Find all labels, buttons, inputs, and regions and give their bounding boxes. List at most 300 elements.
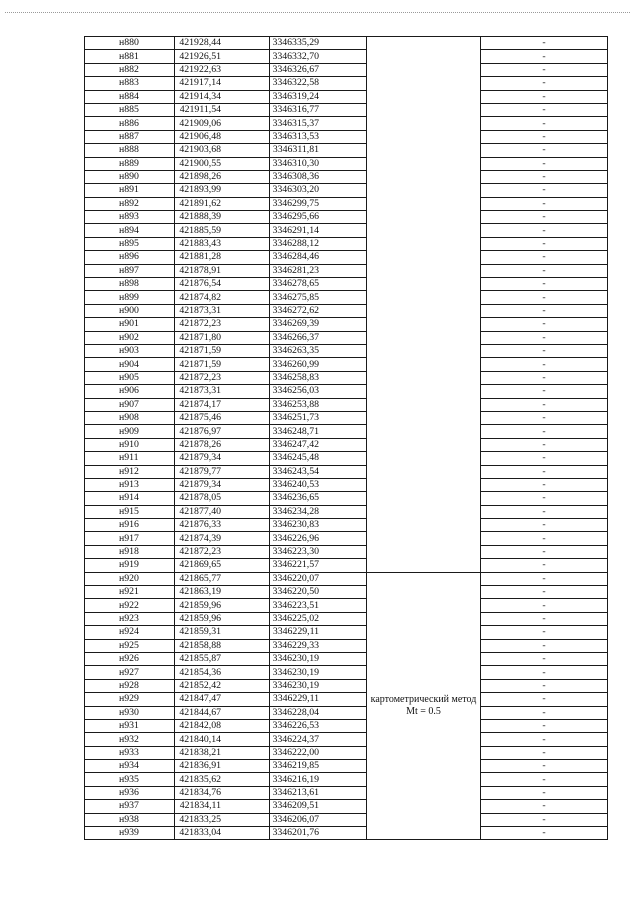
point-name-cell: н891	[85, 184, 175, 197]
description-cell: -	[481, 117, 608, 130]
description-cell: -	[481, 170, 608, 183]
description-cell: -	[481, 184, 608, 197]
table-row	[85, 492, 608, 505]
y-coordinate-cell: 3346284,46	[270, 251, 367, 264]
table-row	[85, 679, 608, 692]
description-cell: -	[481, 37, 608, 50]
x-coordinate-cell: 421863,19	[175, 586, 270, 599]
table-row	[85, 304, 608, 317]
y-coordinate-cell: 3346229,11	[270, 693, 367, 706]
table-row	[85, 318, 608, 331]
y-coordinate-cell: 3346225,02	[270, 612, 367, 625]
y-coordinate-cell: 3346313,53	[270, 130, 367, 143]
x-coordinate-cell: 421883,43	[175, 237, 270, 250]
point-name-cell: н906	[85, 385, 175, 398]
table-row	[85, 505, 608, 518]
y-coordinate-cell: 3346316,77	[270, 103, 367, 116]
point-name-cell: н930	[85, 706, 175, 719]
y-coordinate-cell: 3346230,19	[270, 666, 367, 679]
coordinates-table	[84, 36, 608, 840]
y-coordinate-cell: 3346229,11	[270, 626, 367, 639]
table-row	[85, 278, 608, 291]
table-row	[85, 612, 608, 625]
description-cell: -	[481, 666, 608, 679]
description-cell: -	[481, 237, 608, 250]
x-coordinate-cell: 421917,14	[175, 77, 270, 90]
point-name-cell: н889	[85, 157, 175, 170]
point-name-cell: н929	[85, 693, 175, 706]
table-row	[85, 331, 608, 344]
x-coordinate-cell: 421888,39	[175, 211, 270, 224]
description-cell: -	[481, 693, 608, 706]
y-coordinate-cell: 3346332,70	[270, 50, 367, 63]
y-coordinate-cell: 3346308,36	[270, 170, 367, 183]
y-coordinate-cell: 3346260,99	[270, 358, 367, 371]
x-coordinate-cell: 421871,80	[175, 331, 270, 344]
x-coordinate-cell: 421876,97	[175, 425, 270, 438]
point-name-cell: н916	[85, 519, 175, 532]
x-coordinate-cell: 421840,14	[175, 733, 270, 746]
table-row	[85, 639, 608, 652]
point-name-cell: н907	[85, 398, 175, 411]
description-cell: -	[481, 719, 608, 732]
table-row	[85, 478, 608, 491]
x-coordinate-cell: 421926,51	[175, 50, 270, 63]
y-coordinate-cell: 3346315,37	[270, 117, 367, 130]
table-row	[85, 733, 608, 746]
description-cell: -	[481, 264, 608, 277]
point-name-cell: н918	[85, 545, 175, 558]
x-coordinate-cell: 421881,28	[175, 251, 270, 264]
description-cell: -	[481, 385, 608, 398]
point-name-cell: н886	[85, 117, 175, 130]
table-row	[85, 652, 608, 665]
table-row	[85, 197, 608, 210]
table-row	[85, 813, 608, 826]
point-name-cell: н898	[85, 278, 175, 291]
table-row	[85, 666, 608, 679]
point-name-cell: н897	[85, 264, 175, 277]
x-coordinate-cell: 421874,17	[175, 398, 270, 411]
description-cell: -	[481, 800, 608, 813]
description-cell: -	[481, 197, 608, 210]
description-cell: -	[481, 344, 608, 357]
y-coordinate-cell: 3346230,19	[270, 652, 367, 665]
point-name-cell: н938	[85, 813, 175, 826]
method-cell-empty	[367, 37, 481, 573]
table-row	[85, 452, 608, 465]
point-name-cell: н926	[85, 652, 175, 665]
y-coordinate-cell: 3346230,83	[270, 519, 367, 532]
x-coordinate-cell: 421854,36	[175, 666, 270, 679]
table-row	[85, 800, 608, 813]
scan-header-line	[5, 8, 630, 13]
x-coordinate-cell: 421878,05	[175, 492, 270, 505]
point-name-cell: н932	[85, 733, 175, 746]
table-row	[85, 90, 608, 103]
table-row	[85, 438, 608, 451]
y-coordinate-cell: 3346206,07	[270, 813, 367, 826]
x-coordinate-cell: 421874,82	[175, 291, 270, 304]
point-name-cell: н939	[85, 827, 175, 840]
x-coordinate-cell: 421859,31	[175, 626, 270, 639]
y-coordinate-cell: 3346322,58	[270, 77, 367, 90]
table-row	[85, 77, 608, 90]
table-row	[85, 37, 608, 50]
table-row	[85, 358, 608, 371]
table-row	[85, 237, 608, 250]
x-coordinate-cell: 421859,96	[175, 599, 270, 612]
point-name-cell: н899	[85, 291, 175, 304]
table-row	[85, 760, 608, 773]
point-name-cell: н887	[85, 130, 175, 143]
table-row	[85, 532, 608, 545]
x-coordinate-cell: 421893,99	[175, 184, 270, 197]
point-name-cell: н884	[85, 90, 175, 103]
table-row	[85, 425, 608, 438]
point-name-cell: н927	[85, 666, 175, 679]
table-row	[85, 411, 608, 424]
point-name-cell: н928	[85, 679, 175, 692]
description-cell: -	[481, 251, 608, 264]
description-cell: -	[481, 144, 608, 157]
y-coordinate-cell: 3346281,23	[270, 264, 367, 277]
y-coordinate-cell: 3346295,66	[270, 211, 367, 224]
method-cell: картометрический метод Mt = 0.5	[367, 572, 481, 840]
x-coordinate-cell: 421898,26	[175, 170, 270, 183]
description-cell: -	[481, 773, 608, 786]
point-name-cell: н885	[85, 103, 175, 116]
x-coordinate-cell: 421900,55	[175, 157, 270, 170]
table-row	[85, 586, 608, 599]
description-cell: -	[481, 652, 608, 665]
y-coordinate-cell: 3346251,73	[270, 411, 367, 424]
x-coordinate-cell: 421874,39	[175, 532, 270, 545]
table-row	[85, 786, 608, 799]
description-cell: -	[481, 90, 608, 103]
point-name-cell: н937	[85, 800, 175, 813]
y-coordinate-cell: 3346291,14	[270, 224, 367, 237]
point-name-cell: н911	[85, 452, 175, 465]
y-coordinate-cell: 3346213,61	[270, 786, 367, 799]
y-coordinate-cell: 3346234,28	[270, 505, 367, 518]
x-coordinate-cell: 421869,65	[175, 559, 270, 572]
table-row	[85, 344, 608, 357]
description-cell: -	[481, 746, 608, 759]
description-cell: -	[481, 599, 608, 612]
table-row	[85, 385, 608, 398]
y-coordinate-cell: 3346258,83	[270, 371, 367, 384]
description-cell: -	[481, 411, 608, 424]
description-cell: -	[481, 211, 608, 224]
y-coordinate-cell: 3346278,65	[270, 278, 367, 291]
description-cell: -	[481, 371, 608, 384]
point-name-cell: н883	[85, 77, 175, 90]
x-coordinate-cell: 421834,11	[175, 800, 270, 813]
point-name-cell: н896	[85, 251, 175, 264]
y-coordinate-cell: 3346310,30	[270, 157, 367, 170]
table-row	[85, 184, 608, 197]
description-cell: -	[481, 679, 608, 692]
table-row	[85, 291, 608, 304]
x-coordinate-cell: 421879,34	[175, 478, 270, 491]
point-name-cell: н935	[85, 773, 175, 786]
description-cell: -	[481, 425, 608, 438]
x-coordinate-cell: 421873,31	[175, 385, 270, 398]
x-coordinate-cell: 421865,77	[175, 572, 270, 585]
point-name-cell: н895	[85, 237, 175, 250]
y-coordinate-cell: 3346226,96	[270, 532, 367, 545]
y-coordinate-cell: 3346299,75	[270, 197, 367, 210]
coordinates-table-body	[85, 37, 608, 840]
x-coordinate-cell: 421859,96	[175, 612, 270, 625]
table-row	[85, 103, 608, 116]
y-coordinate-cell: 3346303,20	[270, 184, 367, 197]
x-coordinate-cell: 421876,54	[175, 278, 270, 291]
table-row	[85, 224, 608, 237]
point-name-cell: н905	[85, 371, 175, 384]
description-cell: -	[481, 733, 608, 746]
description-cell: -	[481, 706, 608, 719]
x-coordinate-cell: 421871,59	[175, 344, 270, 357]
description-cell: -	[481, 438, 608, 451]
x-coordinate-cell: 421875,46	[175, 411, 270, 424]
table-row	[85, 519, 608, 532]
description-cell: -	[481, 813, 608, 826]
table-row	[85, 398, 608, 411]
description-cell: -	[481, 398, 608, 411]
x-coordinate-cell: 421876,33	[175, 519, 270, 532]
x-coordinate-cell: 421877,40	[175, 505, 270, 518]
point-name-cell: н919	[85, 559, 175, 572]
table-row	[85, 130, 608, 143]
x-coordinate-cell: 421922,63	[175, 63, 270, 76]
description-cell: -	[481, 586, 608, 599]
point-name-cell: н922	[85, 599, 175, 612]
point-name-cell: н881	[85, 50, 175, 63]
point-name-cell: н900	[85, 304, 175, 317]
point-name-cell: н923	[85, 612, 175, 625]
description-cell: -	[481, 50, 608, 63]
description-cell: -	[481, 786, 608, 799]
y-coordinate-cell: 3346272,62	[270, 304, 367, 317]
description-cell: -	[481, 612, 608, 625]
description-cell: -	[481, 626, 608, 639]
x-coordinate-cell: 421834,76	[175, 786, 270, 799]
description-cell: -	[481, 63, 608, 76]
y-coordinate-cell: 3346247,42	[270, 438, 367, 451]
table-row	[85, 50, 608, 63]
y-coordinate-cell: 3346266,37	[270, 331, 367, 344]
description-cell: -	[481, 465, 608, 478]
y-coordinate-cell: 3346209,51	[270, 800, 367, 813]
description-cell: -	[481, 505, 608, 518]
point-name-cell: н933	[85, 746, 175, 759]
x-coordinate-cell: 421885,59	[175, 224, 270, 237]
y-coordinate-cell: 3346256,03	[270, 385, 367, 398]
point-name-cell: н904	[85, 358, 175, 371]
table-row	[85, 170, 608, 183]
description-cell: -	[481, 318, 608, 331]
y-coordinate-cell: 3346229,33	[270, 639, 367, 652]
table-row	[85, 545, 608, 558]
table-row	[85, 706, 608, 719]
table-row	[85, 626, 608, 639]
point-name-cell: н908	[85, 411, 175, 424]
x-coordinate-cell: 421872,23	[175, 545, 270, 558]
description-cell: -	[481, 572, 608, 585]
point-name-cell: н924	[85, 626, 175, 639]
x-coordinate-cell: 421838,21	[175, 746, 270, 759]
point-name-cell: н914	[85, 492, 175, 505]
description-cell: -	[481, 559, 608, 572]
x-coordinate-cell: 421873,31	[175, 304, 270, 317]
y-coordinate-cell: 3346220,50	[270, 586, 367, 599]
table-row	[85, 827, 608, 840]
y-coordinate-cell: 3346335,29	[270, 37, 367, 50]
point-name-cell: н913	[85, 478, 175, 491]
x-coordinate-cell: 421858,88	[175, 639, 270, 652]
x-coordinate-cell: 421833,25	[175, 813, 270, 826]
description-cell: -	[481, 760, 608, 773]
y-coordinate-cell: 3346219,85	[270, 760, 367, 773]
description-cell: -	[481, 291, 608, 304]
table-row	[85, 63, 608, 76]
point-name-cell: н893	[85, 211, 175, 224]
x-coordinate-cell: 421847,47	[175, 693, 270, 706]
x-coordinate-cell: 421914,34	[175, 90, 270, 103]
description-cell: -	[481, 278, 608, 291]
x-coordinate-cell: 421911,54	[175, 103, 270, 116]
point-name-cell: н915	[85, 505, 175, 518]
y-coordinate-cell: 3346243,54	[270, 465, 367, 478]
x-coordinate-cell: 421836,91	[175, 760, 270, 773]
table-row	[85, 572, 608, 585]
table-row	[85, 157, 608, 170]
point-name-cell: н931	[85, 719, 175, 732]
table-row	[85, 251, 608, 264]
point-name-cell: н882	[85, 63, 175, 76]
description-cell: -	[481, 130, 608, 143]
description-cell: -	[481, 478, 608, 491]
description-cell: -	[481, 358, 608, 371]
y-coordinate-cell: 3346228,04	[270, 706, 367, 719]
x-coordinate-cell: 421855,87	[175, 652, 270, 665]
x-coordinate-cell: 421879,77	[175, 465, 270, 478]
table-row	[85, 599, 608, 612]
x-coordinate-cell: 421906,48	[175, 130, 270, 143]
x-coordinate-cell: 421878,26	[175, 438, 270, 451]
y-coordinate-cell: 3346275,85	[270, 291, 367, 304]
y-coordinate-cell: 3346222,00	[270, 746, 367, 759]
table-row	[85, 371, 608, 384]
y-coordinate-cell: 3346236,65	[270, 492, 367, 505]
x-coordinate-cell: 421871,59	[175, 358, 270, 371]
y-coordinate-cell: 3346221,57	[270, 559, 367, 572]
point-name-cell: н892	[85, 197, 175, 210]
table-row	[85, 465, 608, 478]
point-name-cell: н888	[85, 144, 175, 157]
x-coordinate-cell: 421891,62	[175, 197, 270, 210]
y-coordinate-cell: 3346226,53	[270, 719, 367, 732]
description-cell: -	[481, 224, 608, 237]
x-coordinate-cell: 421844,67	[175, 706, 270, 719]
table-row	[85, 117, 608, 130]
x-coordinate-cell: 421878,91	[175, 264, 270, 277]
y-coordinate-cell: 3346326,67	[270, 63, 367, 76]
table-row	[85, 144, 608, 157]
description-cell: -	[481, 827, 608, 840]
description-cell: -	[481, 304, 608, 317]
description-cell: -	[481, 452, 608, 465]
table-row	[85, 719, 608, 732]
point-name-cell: н890	[85, 170, 175, 183]
table-row	[85, 559, 608, 572]
point-name-cell: н910	[85, 438, 175, 451]
x-coordinate-cell: 421879,34	[175, 452, 270, 465]
point-name-cell: н920	[85, 572, 175, 585]
description-cell: -	[481, 157, 608, 170]
x-coordinate-cell: 421835,62	[175, 773, 270, 786]
y-coordinate-cell: 3346288,12	[270, 237, 367, 250]
y-coordinate-cell: 3346240,53	[270, 478, 367, 491]
description-cell: -	[481, 532, 608, 545]
point-name-cell: н903	[85, 344, 175, 357]
x-coordinate-cell: 421852,42	[175, 679, 270, 692]
point-name-cell: н936	[85, 786, 175, 799]
y-coordinate-cell: 3346248,71	[270, 425, 367, 438]
y-coordinate-cell: 3346224,37	[270, 733, 367, 746]
y-coordinate-cell: 3346223,51	[270, 599, 367, 612]
description-cell: -	[481, 331, 608, 344]
table-row	[85, 773, 608, 786]
x-coordinate-cell: 421909,06	[175, 117, 270, 130]
point-name-cell: н880	[85, 37, 175, 50]
description-cell: -	[481, 639, 608, 652]
x-coordinate-cell: 421833,04	[175, 827, 270, 840]
point-name-cell: н894	[85, 224, 175, 237]
point-name-cell: н917	[85, 532, 175, 545]
point-name-cell: н901	[85, 318, 175, 331]
table-row	[85, 693, 608, 706]
y-coordinate-cell: 3346201,76	[270, 827, 367, 840]
y-coordinate-cell: 3346245,48	[270, 452, 367, 465]
y-coordinate-cell: 3346269,39	[270, 318, 367, 331]
y-coordinate-cell: 3346216,19	[270, 773, 367, 786]
point-name-cell: н921	[85, 586, 175, 599]
x-coordinate-cell: 421903,68	[175, 144, 270, 157]
y-coordinate-cell: 3346263,35	[270, 344, 367, 357]
description-cell: -	[481, 545, 608, 558]
y-coordinate-cell: 3346223,30	[270, 545, 367, 558]
point-name-cell: н925	[85, 639, 175, 652]
x-coordinate-cell: 421928,44	[175, 37, 270, 50]
point-name-cell: н912	[85, 465, 175, 478]
description-cell: -	[481, 77, 608, 90]
description-cell: -	[481, 103, 608, 116]
description-cell: -	[481, 519, 608, 532]
point-name-cell: н909	[85, 425, 175, 438]
x-coordinate-cell: 421842,08	[175, 719, 270, 732]
table-row	[85, 264, 608, 277]
point-name-cell: н902	[85, 331, 175, 344]
table-row	[85, 211, 608, 224]
table-row	[85, 746, 608, 759]
x-coordinate-cell: 421872,23	[175, 318, 270, 331]
y-coordinate-cell: 3346230,19	[270, 679, 367, 692]
y-coordinate-cell: 3346319,24	[270, 90, 367, 103]
x-coordinate-cell: 421872,23	[175, 371, 270, 384]
